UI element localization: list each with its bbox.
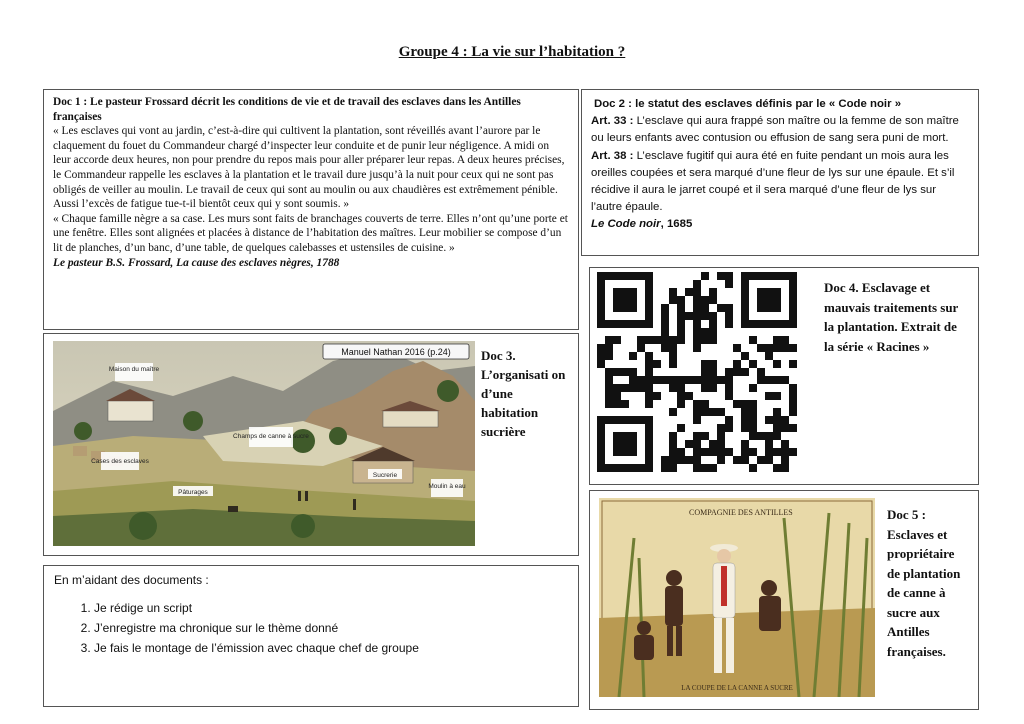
task-step: 3. Je fais le montage de l’émission avec chaque chef de groupe <box>94 641 568 656</box>
label-paturages <box>178 489 208 496</box>
doc1-box <box>43 89 579 330</box>
card-top-text: COMPAGNIE DES ANTILLES <box>689 508 793 517</box>
label-paturages-text: Pâturages <box>178 489 208 496</box>
doc1-heading: Doc 1 : Le pasteur Frossard décrit les conditions de vie et de travail des esclaves dans les Antilles françaises <box>53 96 521 123</box>
manual-badge <box>341 347 451 357</box>
art33-text: L’esclave qui aura frappé son maître ou la femme de son maître ou leurs enfants avec contusion ou effusion de sang sera puni de mort. <box>591 115 959 145</box>
label-champs <box>233 433 309 440</box>
task-intro: En m’aidant des documents : <box>54 573 209 587</box>
art33-label: Art. 33 : <box>591 115 634 128</box>
doc2-source-year: , 1685 <box>660 218 693 231</box>
task-step: 1. Je rédige un script <box>94 601 568 616</box>
doc5-caption: Doc 5 : Esclaves et propriétaire de plantation de canne à sucre aux Antilles françaises. <box>887 507 961 659</box>
label-moulin-text: Moulin à eau <box>428 483 466 490</box>
cane-cutting-illustration <box>599 498 875 697</box>
plantation-illustration <box>53 341 475 546</box>
label-sucrerie-text: Sucrerie <box>372 472 398 479</box>
doc2-box <box>581 89 979 256</box>
doc2-source-title: Le Code noir <box>591 218 661 231</box>
doc2-article-38 <box>591 148 969 217</box>
doc2-source <box>591 216 969 233</box>
manual-badge-text: Manuel Nathan 2016 (p.24) <box>341 347 451 357</box>
label-cases <box>91 458 150 465</box>
label-champs-text: Champs de canne à sucre <box>233 433 309 440</box>
card-top-caption <box>689 508 793 517</box>
doc4-box <box>589 267 979 485</box>
doc5-box <box>589 490 979 710</box>
card-bottom-text: LA COUPE DE LA CANNE A SUCRE <box>681 684 793 692</box>
task-steps <box>54 601 568 656</box>
label-maison <box>109 366 160 373</box>
label-sucrerie <box>373 472 398 479</box>
label-maison-text: Maison du maître <box>108 366 160 373</box>
card-bottom-caption <box>681 684 793 692</box>
doc2-heading: Doc 2 : le statut des esclaves définis par le « Code noir » <box>594 98 902 110</box>
doc3-caption: Doc 3. L’organisati on d’une habitation sucrière <box>481 348 566 439</box>
art38-label: Art. 38 : <box>591 149 634 162</box>
label-cases-text: Cases des esclaves <box>91 458 149 465</box>
doc3-box <box>43 333 579 556</box>
art38-text: L’esclave fugitif qui aura été en fuite pendant un mois aura les oreilles coupées et sera marqué d’une fleur de lys sur une épaule. Et s’il récidive il aura le jarret coupé et il sera marqué d’une fleur de lys sur l’autre épaule. <box>591 149 955 214</box>
doc1-source: Le pasteur B.S. Frossard, La cause des esclaves nègres, 1788 <box>53 256 340 269</box>
page-title: Groupe 4 : La vie sur l’habitation ? <box>398 44 626 60</box>
qr-code[interactable] <box>597 272 797 472</box>
doc1-paragraph-2: « Chaque famille nègre a sa case. Les murs sont faits de branchages couverts de terre. Elles n’ont qu’une porte et une fenêtre. Elles sont alignées et placées à distance de l’habitation des maîtres. Leur mobilier se compose d’un lit de planches, d’un banc, d’une table, de quelques calebasses et ustensiles de cuisine. » <box>53 212 568 254</box>
doc2-article-33 <box>591 113 969 147</box>
doc1-paragraph-1: « Les esclaves qui vont au jardin, c’est-à-dire qui cultivent la plantation, sont réveillés avant l’aurore par le claquement du fouet du Commandeur chargé d’inspecter leur conduite et de punir leur négligence. A midi on leur accorde deux heures, non pour prendre du repos mais pour aller préparer leur repas. A deux heures précises, le Commandeur rappelle les esclaves à la plantation et le travail dure jusqu’à la nuit pour ceux qui ne sont pas obligés de veiller au moulin. Le travail de ceux qui sont au moulin ou aux chaudières est extrêmement pénible. Aussi l’excès de fatigue tue-t-il bientôt ceux qui y sont soumis. » <box>53 125 565 211</box>
doc4-caption: Doc 4. Esclavage et mauvais traitements sur la plantation. Extrait de la série « Racines » <box>824 280 959 354</box>
task-box <box>43 565 579 707</box>
task-step: 2. J’enregistre ma chronique sur le thème donné <box>94 621 568 636</box>
label-moulin <box>428 483 466 490</box>
